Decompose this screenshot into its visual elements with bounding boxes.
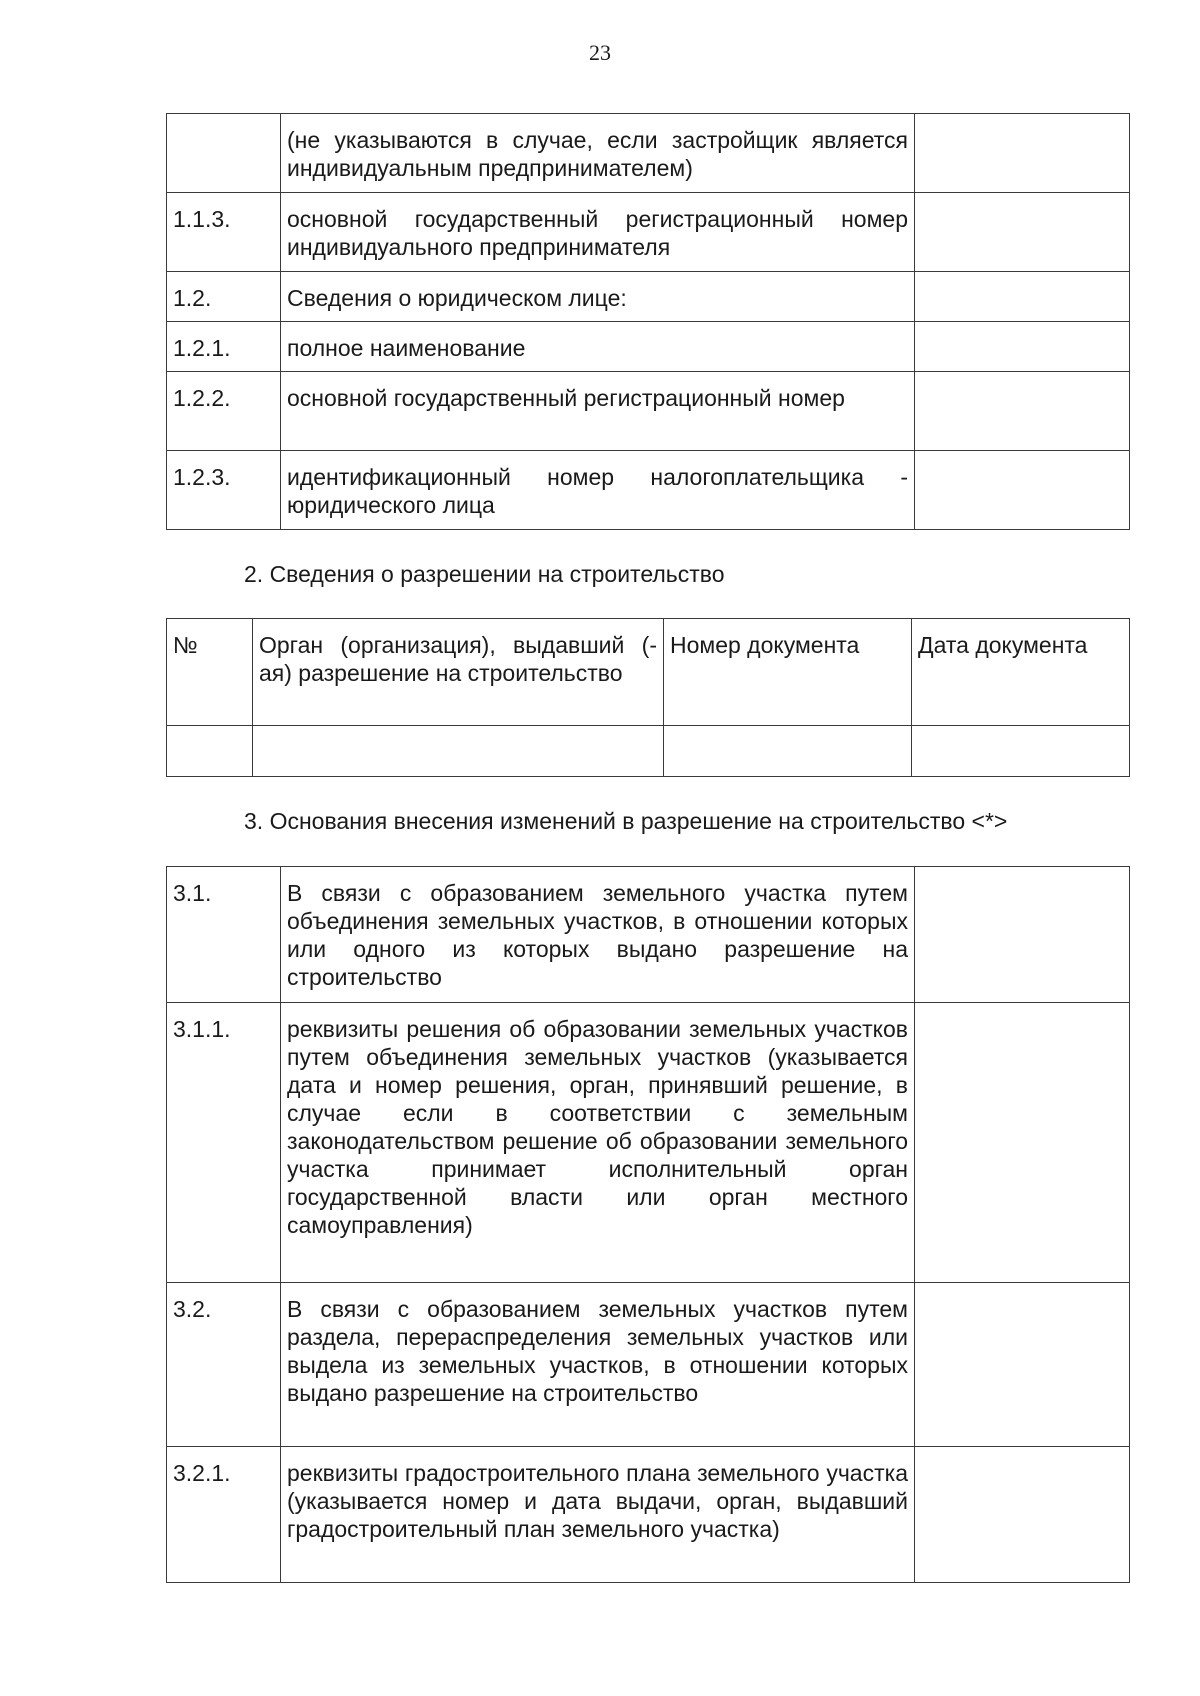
row-description: реквизиты решения об образовании земельных участков путем объединения земельных участков (указывается дата и номер решения, орган, принявший решение, в случае если в соответствии с земельным законодательством решение об образовании земельного участка принимает исполнительный орган государственной власти или орган местного самоуправления) [281,1003,915,1283]
permit-document-number-cell[interactable] [664,726,912,777]
row-number: 3.2. [167,1283,281,1447]
row-value-cell[interactable] [915,1447,1130,1583]
page-number: 23 [589,40,611,65]
row-number: 3.1. [167,867,281,1003]
row-description: В связи с образованием земельных участков путем раздела, перераспределения земельных участков или выдела из земельных участков, в отношении которых выдано разрешение на строительство [281,1283,915,1447]
row-number: 3.2.1. [167,1447,281,1583]
column-header-document-date: Дата документа [912,619,1130,726]
table-row [167,372,1130,451]
row-description: Сведения о юридическом лице: [281,272,915,322]
row-number: 1.1.3. [167,193,281,272]
row-value-cell[interactable] [915,372,1130,451]
table-row [167,1003,1130,1283]
row-number: 1.2.3. [167,451,281,530]
table-row [167,726,1130,777]
permit-number-cell[interactable] [167,726,253,777]
table-row [167,114,1130,193]
row-description: реквизиты градостроительного плана земельного участка (указывается номер и дата выдачи, орган, выдавший градостроительный план земельного участка) [281,1447,915,1583]
row-number: 3.1.1. [167,1003,281,1283]
section-2-heading: 2. Сведения о разрешении на строительство [244,561,725,587]
row-description: основной государственный регистрационный номер индивидуального предпринимателя [281,193,915,272]
table-row [167,1447,1130,1583]
row-value-cell[interactable] [915,322,1130,372]
row-description: основной государственный регистрационный номер [281,372,915,451]
row-value-cell[interactable] [915,272,1130,322]
row-description: В связи с образованием земельного участка путем объединения земельных участков, в отношении которых или одного из которых выдано разрешение на строительство [281,867,915,1003]
row-number [167,114,281,193]
table-header-row [167,619,1130,726]
permit-document-date-cell[interactable] [912,726,1130,777]
permit-info-table [166,618,1130,777]
row-description: полное наименование [281,322,915,372]
column-header-number: № [167,619,253,726]
permit-authority-cell[interactable] [253,726,664,777]
table-row [167,322,1130,372]
row-value-cell[interactable] [915,193,1130,272]
row-number: 1.2.1. [167,322,281,372]
row-value-cell[interactable] [915,451,1130,530]
row-description: идентификационный номер налогоплательщика - юридического лица [281,451,915,530]
row-value-cell[interactable] [915,1283,1130,1447]
row-value-cell[interactable] [915,867,1130,1003]
applicant-info-table [166,113,1130,530]
section-3-heading: 3. Основания внесения изменений в разрешение на строительство <*> [244,808,1008,834]
table-row [167,193,1130,272]
table-row [167,272,1130,322]
row-description: (не указываются в случае, если застройщик является индивидуальным предпринимателем) [281,114,915,193]
row-number: 1.2.2. [167,372,281,451]
row-value-cell[interactable] [915,1003,1130,1283]
column-header-document-number: Номер документа [664,619,912,726]
table-row [167,1283,1130,1447]
column-header-issuing-authority: Орган (организация), выдавший (-ая) разрешение на строительство [253,619,664,726]
table-row [167,867,1130,1003]
change-grounds-table [166,866,1130,1583]
row-number: 1.2. [167,272,281,322]
table-row [167,451,1130,530]
row-value-cell[interactable] [915,114,1130,193]
